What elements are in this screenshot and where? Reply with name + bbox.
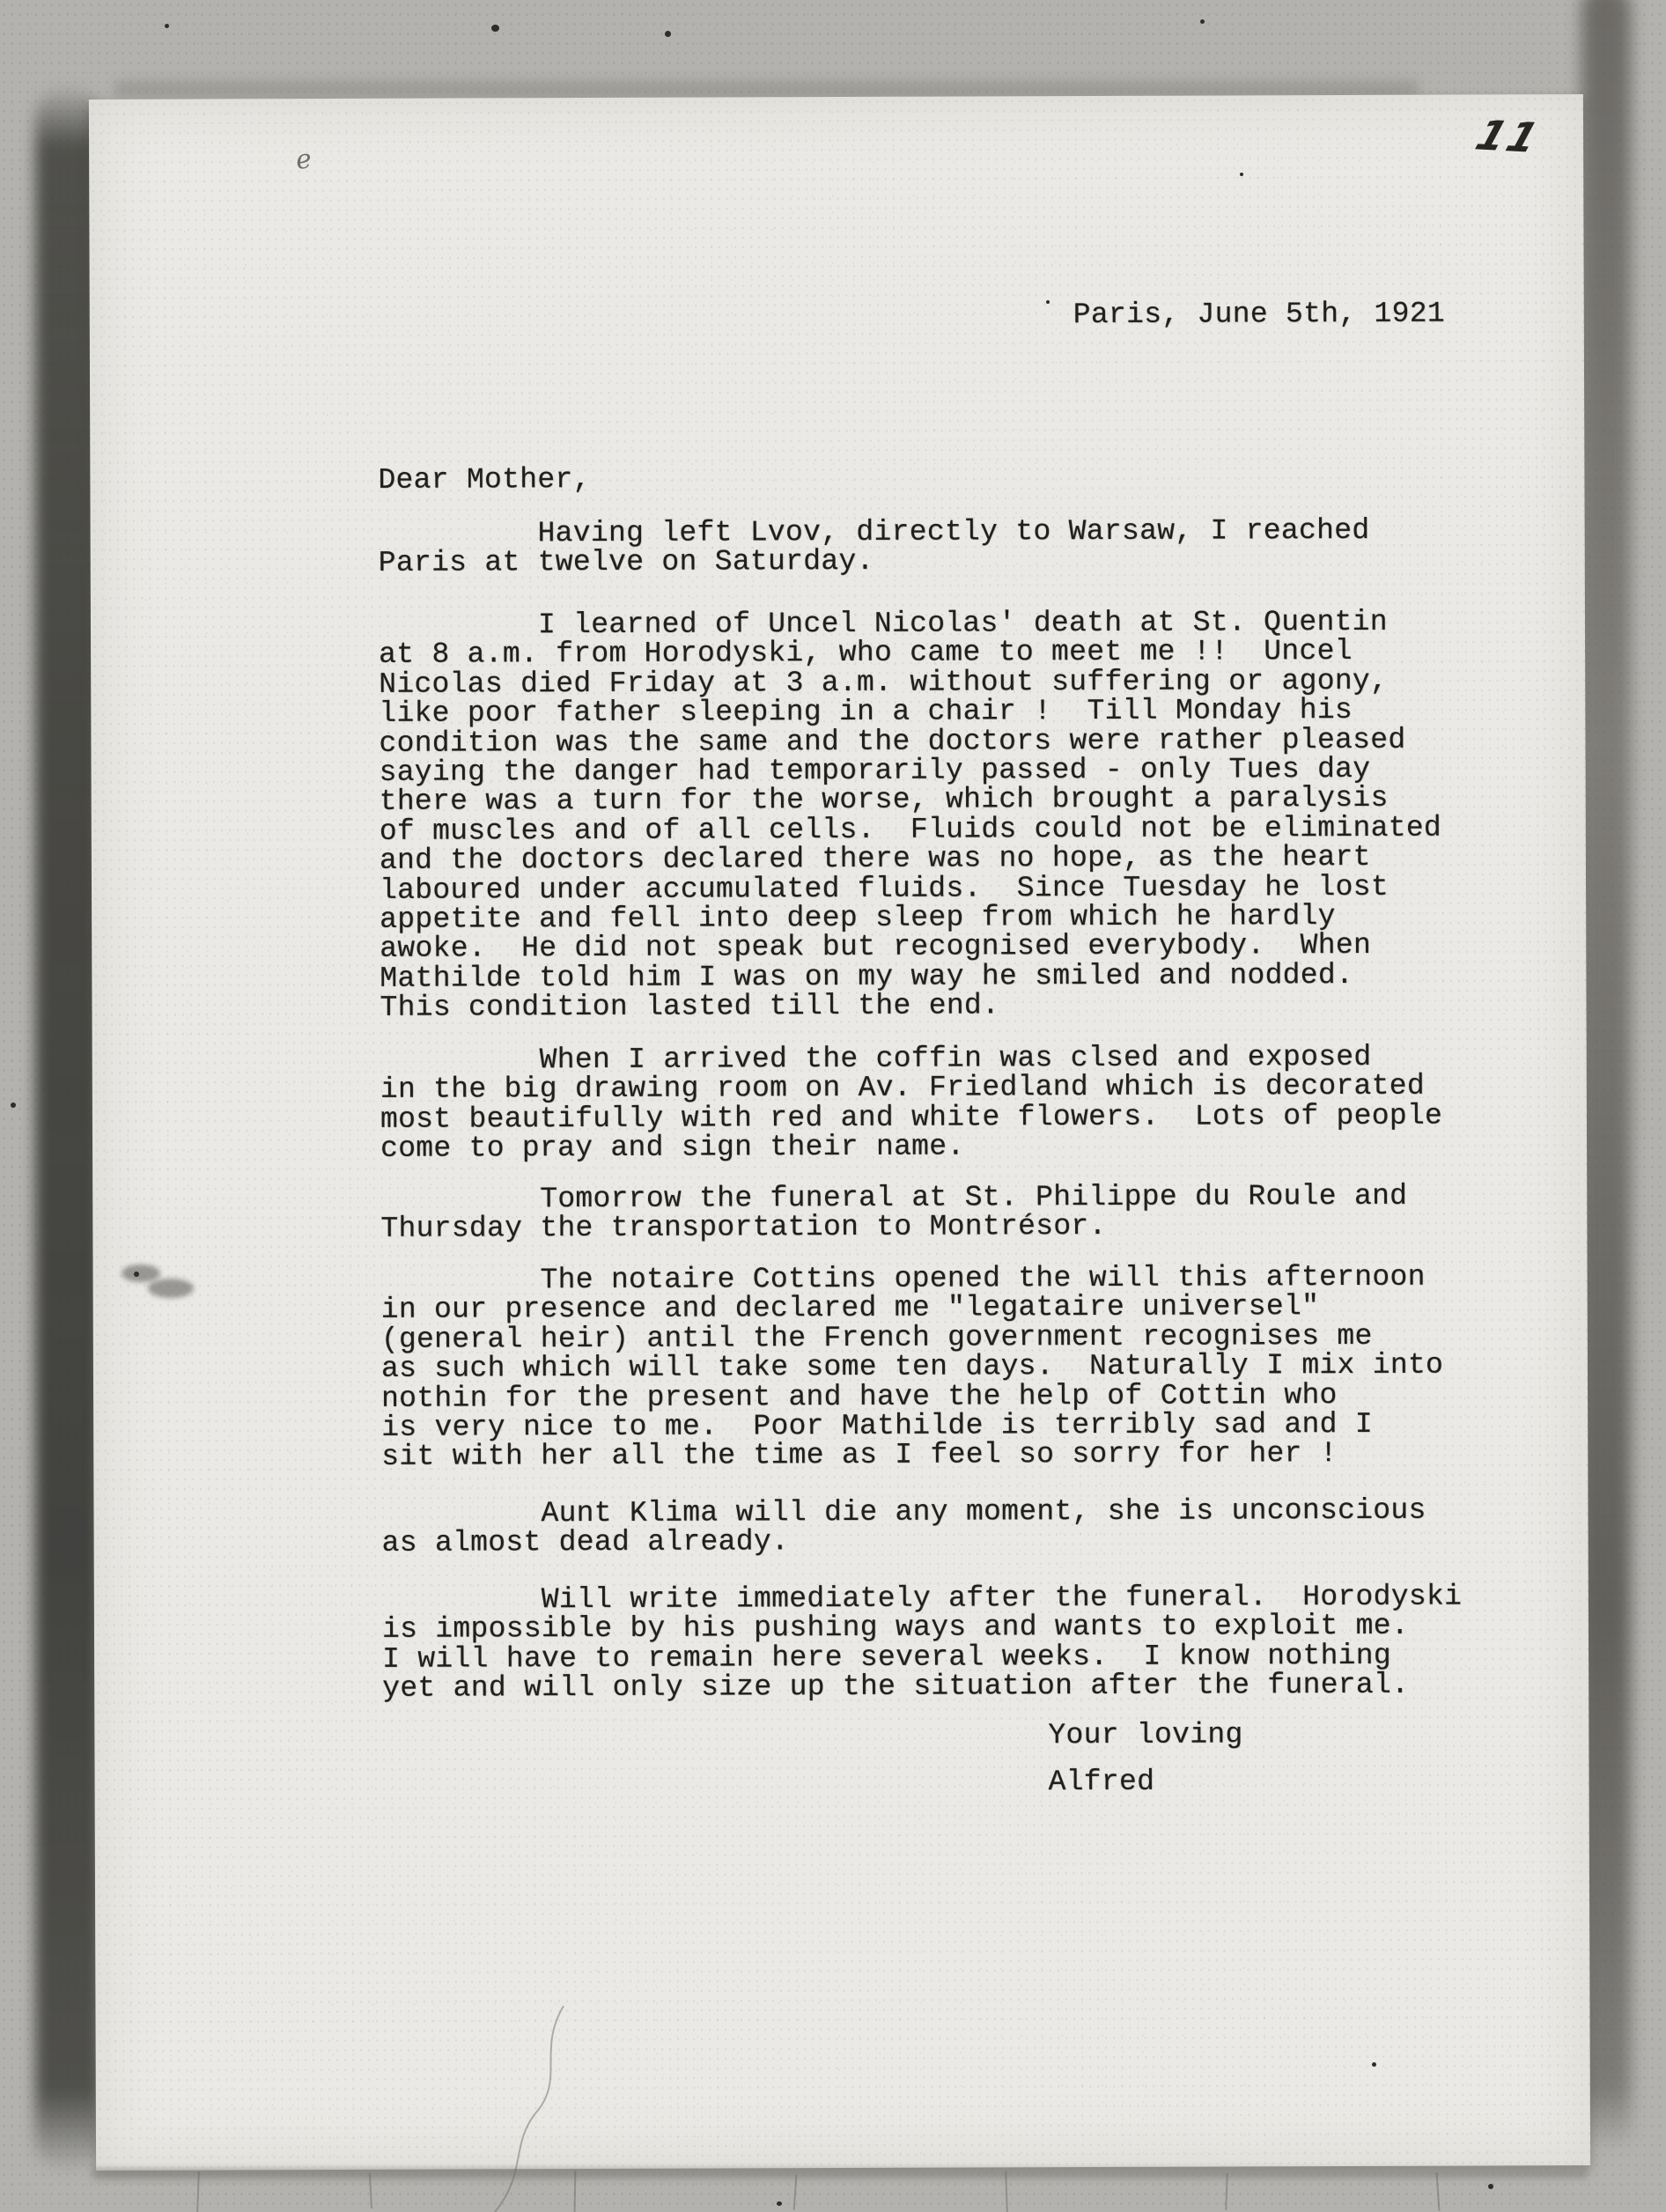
letter-paragraph: Will write immediately after the funeral. Horodyski is impossible by his pushing ways and wants to exploit me. I will have to remain here several weeks. I know nothing yet and will only size up the situation after the funeral.: [381, 1580, 1463, 1706]
letter-paragraph: Having left Lvov, directly to Warsaw, I reached Paris at twelve on Saturday.: [378, 513, 1370, 580]
paper-bottom-edge-shadow: [92, 2168, 1587, 2179]
dust-speck: [1488, 2184, 1493, 2189]
scratch-mark: [196, 2171, 200, 2212]
dust-speck: [1240, 173, 1243, 176]
letter-paragraph: When I arrived the coffin was clsed and exposed in the big drawing room on Av. Friedland which is decorated most beautifully with red and white flowers. Lots of people come to pray and sign their name.: [380, 1040, 1443, 1166]
handwritten-page-number: 11: [1470, 111, 1547, 162]
letter-paragraph: I learned of Uncel Nicolas' death at St. Quentin at 8 a.m. from Horodyski, who came to meet me !! Uncel Nicolas died Friday at 3 a.m. without suffering or agony, like poor father sleeping in a chair ! Till Monday his condition was the same and the doctors were rather pleased saying the danger had temporarily passed - only Tues day there was a turn for the worse, which brought a paralysis of muscles and of all cells. Fluids could not be eliminated and the doctors declared there was no hope, as the heart laboured under accumulated fluids. Since Tuesday he lost appetite and fell into deep sleep from which he hardly awoke. He did not speak but recognised everybody. When Mathilde told him I was on my way he smiled and nodded. This condition lasted till the end.: [378, 605, 1442, 1025]
closing-line: Your loving: [1048, 1718, 1243, 1752]
letter-paragraph: Aunt Klima will die any moment, she is unconscious as almost dead already.: [381, 1493, 1426, 1560]
dust-speck: [165, 24, 169, 28]
ink-smudge: [122, 1265, 160, 1282]
letter-paper: [89, 94, 1590, 2171]
top-edge-smudge: [114, 81, 1418, 97]
salutation: Dear Mother,: [378, 462, 591, 497]
ink-smudge: [134, 1272, 139, 1277]
dust-speck: [777, 2201, 782, 2206]
scratch-mark: [793, 2175, 798, 2210]
signature: Alfred: [1048, 1765, 1155, 1799]
dust-speck: [1046, 300, 1050, 304]
letter-paragraph: Tomorrow the funeral at St. Philippe du Roule and Thursday the transportation to Montrésor.: [380, 1179, 1408, 1246]
letter-paragraph: The notaire Cottins opened the will this afternoon in our presence and declared me "legataire universel" (general heir) antil the French government recognises me as such which will take some ten days. Naturally I mix into nothin for the present and have the help of Cottin who is very nice to me. Poor Mathilde is terribly sad and I sit with her all the time as I feel so sorry for her !: [380, 1260, 1444, 1474]
pencil-mark: e: [293, 143, 314, 177]
dust-speck: [491, 25, 499, 32]
scratch-mark: [1225, 2173, 1227, 2210]
dust-speck: [1372, 2062, 1376, 2067]
dateline: Paris, June 5th, 1921: [1073, 297, 1445, 332]
ink-smudge: [148, 1279, 194, 1298]
dust-speck: [1200, 19, 1205, 24]
dust-speck: [11, 1102, 16, 1108]
dust-speck: [665, 31, 671, 37]
paper-crack-line: [414, 1999, 608, 2212]
